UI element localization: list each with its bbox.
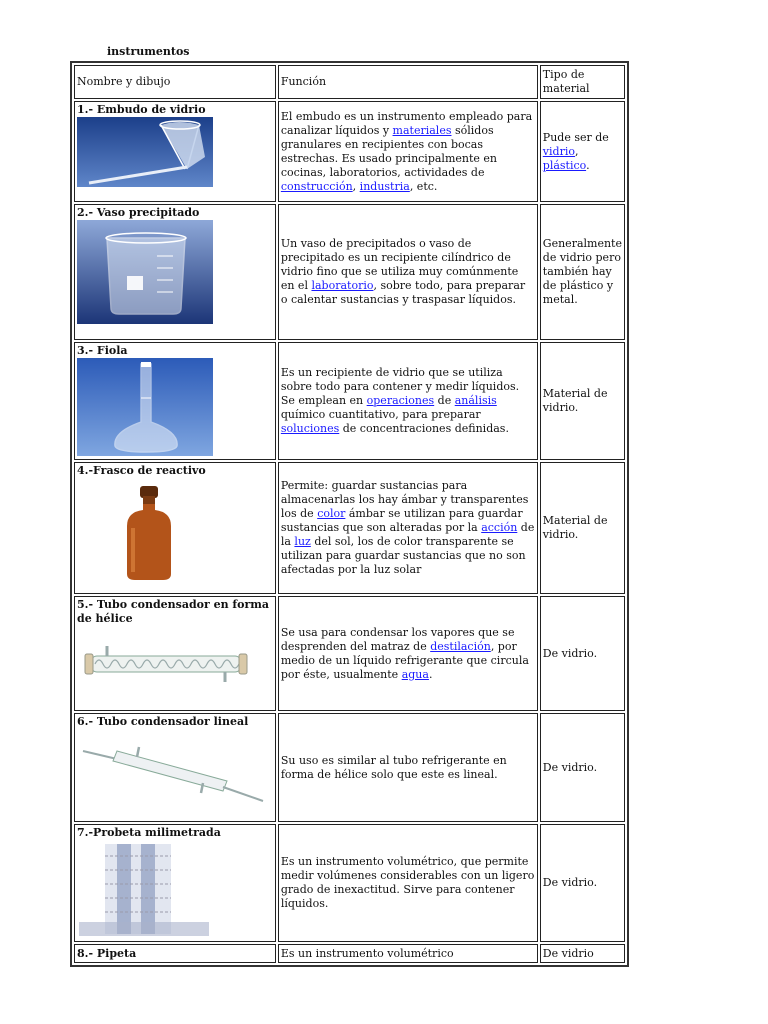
table-row xyxy=(74,204,625,340)
volumetric-flask-image xyxy=(77,358,213,456)
liebig-condenser-image xyxy=(77,729,273,819)
function-text: Es un instrumento volumétrico xyxy=(280,946,454,960)
function-cell xyxy=(278,462,538,594)
function-text: Su uso es similar al tubo refrigerante en forma de hélice solo que este es lineal. xyxy=(280,753,507,781)
hyperlink[interactable]: color xyxy=(317,507,346,520)
material-text: Material de vidrio. xyxy=(542,514,608,541)
hyperlink[interactable]: industria xyxy=(359,179,410,193)
function-cell xyxy=(278,596,538,711)
hyperlink[interactable]: operaciones xyxy=(366,394,435,407)
material-cell xyxy=(540,342,625,460)
function-text: Un vaso de precipitados o vaso de precipitado es un recipiente cilíndrico de vidrio fino que se utiliza muy comúnmente en el laboratorio, sobre todo, para preparar o calentar sustancias y traspasar líquidos. xyxy=(280,237,526,306)
instrument-name: 5.- Tubo condensador en forma de hélice xyxy=(77,598,270,625)
material-cell xyxy=(540,101,625,202)
material-cell xyxy=(540,596,625,711)
graduated-cylinder-image xyxy=(77,840,273,940)
table-row xyxy=(74,596,625,711)
function-text: Se usa para condensar los vapores que se desprenden del matraz de destilación, por medio de un líquido refrigerante que circula por éste, usualmente agua. xyxy=(280,625,529,681)
function-cell xyxy=(278,342,538,460)
header-name-label: Nombre y dibujo xyxy=(77,75,171,88)
hyperlink[interactable]: acción xyxy=(481,521,518,534)
table-header-row xyxy=(74,65,625,99)
instrument-name: 7.-Probeta milimetrada xyxy=(77,826,221,839)
function-text: Permite: guardar sustancias para almacenarlas los hay ámbar y transparentes los de color ámbar se utilizan para guardar sustancias que son alteradas por la acción de la luz del sol, los de color transparente se utilizan para guardar sustancias que no son afectadas por la luz solar xyxy=(280,479,535,576)
beaker-image xyxy=(77,220,213,324)
material-text: Generalmente de vidrio pero también hay de plástico y metal. xyxy=(542,237,622,306)
hyperlink[interactable]: soluciones xyxy=(280,422,340,435)
material-text: De vidrio. xyxy=(542,646,598,660)
header-function: Función xyxy=(278,65,538,99)
material-text: De vidrio. xyxy=(542,876,598,889)
name-cell xyxy=(74,713,276,822)
table-row xyxy=(74,342,625,460)
instruments-table xyxy=(70,61,629,967)
name-cell xyxy=(74,204,276,340)
hyperlink[interactable]: agua xyxy=(401,667,429,681)
header-material: Tipo de material xyxy=(540,65,625,99)
function-cell xyxy=(278,824,538,942)
hyperlink[interactable]: destilación xyxy=(430,639,491,653)
coil-condenser-image xyxy=(77,626,273,706)
hyperlink[interactable]: análisis xyxy=(454,394,497,407)
function-cell xyxy=(278,101,538,202)
instrument-name: 6.- Tubo condensador lineal xyxy=(77,715,249,728)
material-cell xyxy=(540,204,625,340)
name-cell xyxy=(74,824,276,942)
hyperlink[interactable]: laboratorio xyxy=(311,279,374,292)
hyperlink[interactable]: luz xyxy=(294,535,311,548)
function-cell xyxy=(278,204,538,340)
function-text: Es un recipiente de vidrio que se utiliza sobre todo para contener y medir líquidos. Se emplean en operaciones de análisis químico cuantitativo, para preparar soluciones de concentraciones definidas. xyxy=(280,366,520,435)
function-text: El embudo es un instrumento empleado para canalizar líquidos y materiales sólidos granulares en recipientes con bocas estrechas. Es usado principalmente en cocinas, laboratorios, actividades de construcción, industria, etc. xyxy=(280,109,533,193)
table-row xyxy=(74,944,625,963)
name-cell xyxy=(74,101,276,202)
name-cell xyxy=(74,596,276,711)
material-text: De vidrio xyxy=(542,946,594,960)
material-text: Material de vidrio. xyxy=(542,387,608,414)
material-text: Pude ser de vidrio, plástico. xyxy=(542,130,609,172)
instrument-name: 8.- Pipeta xyxy=(77,946,137,960)
instrument-name: 4.-Frasco de reactivo xyxy=(77,464,206,477)
hyperlink[interactable]: vidrio xyxy=(542,144,575,158)
hyperlink[interactable]: construcción xyxy=(280,179,353,193)
material-cell xyxy=(540,462,625,594)
table-row xyxy=(74,824,625,942)
material-text: De vidrio. xyxy=(542,760,598,774)
name-cell xyxy=(74,944,276,963)
name-cell xyxy=(74,462,276,594)
reagent-bottle-image xyxy=(77,478,273,588)
page-heading: instrumentos xyxy=(107,45,190,58)
instrument-name: 1.- Embudo de vidrio xyxy=(77,103,206,116)
function-cell xyxy=(278,944,538,963)
instrument-name: 3.- Fiola xyxy=(77,344,128,357)
material-cell xyxy=(540,713,625,822)
funnel-image xyxy=(77,117,213,187)
hyperlink[interactable]: plástico xyxy=(542,158,587,172)
material-cell xyxy=(540,824,625,942)
header-name xyxy=(74,65,276,99)
table-row xyxy=(74,462,625,594)
table-row xyxy=(74,101,625,202)
instrument-name: 2.- Vaso precipitado xyxy=(77,206,200,219)
function-text: Es un instrumento volumétrico, que permite medir volúmenes considerables con un ligero grado de inexactitud. Sirve para contener líquidos. xyxy=(280,855,535,910)
name-cell xyxy=(74,342,276,460)
table-row xyxy=(74,713,625,822)
function-cell xyxy=(278,713,538,822)
material-cell xyxy=(540,944,625,963)
hyperlink[interactable]: materiales xyxy=(392,123,452,137)
